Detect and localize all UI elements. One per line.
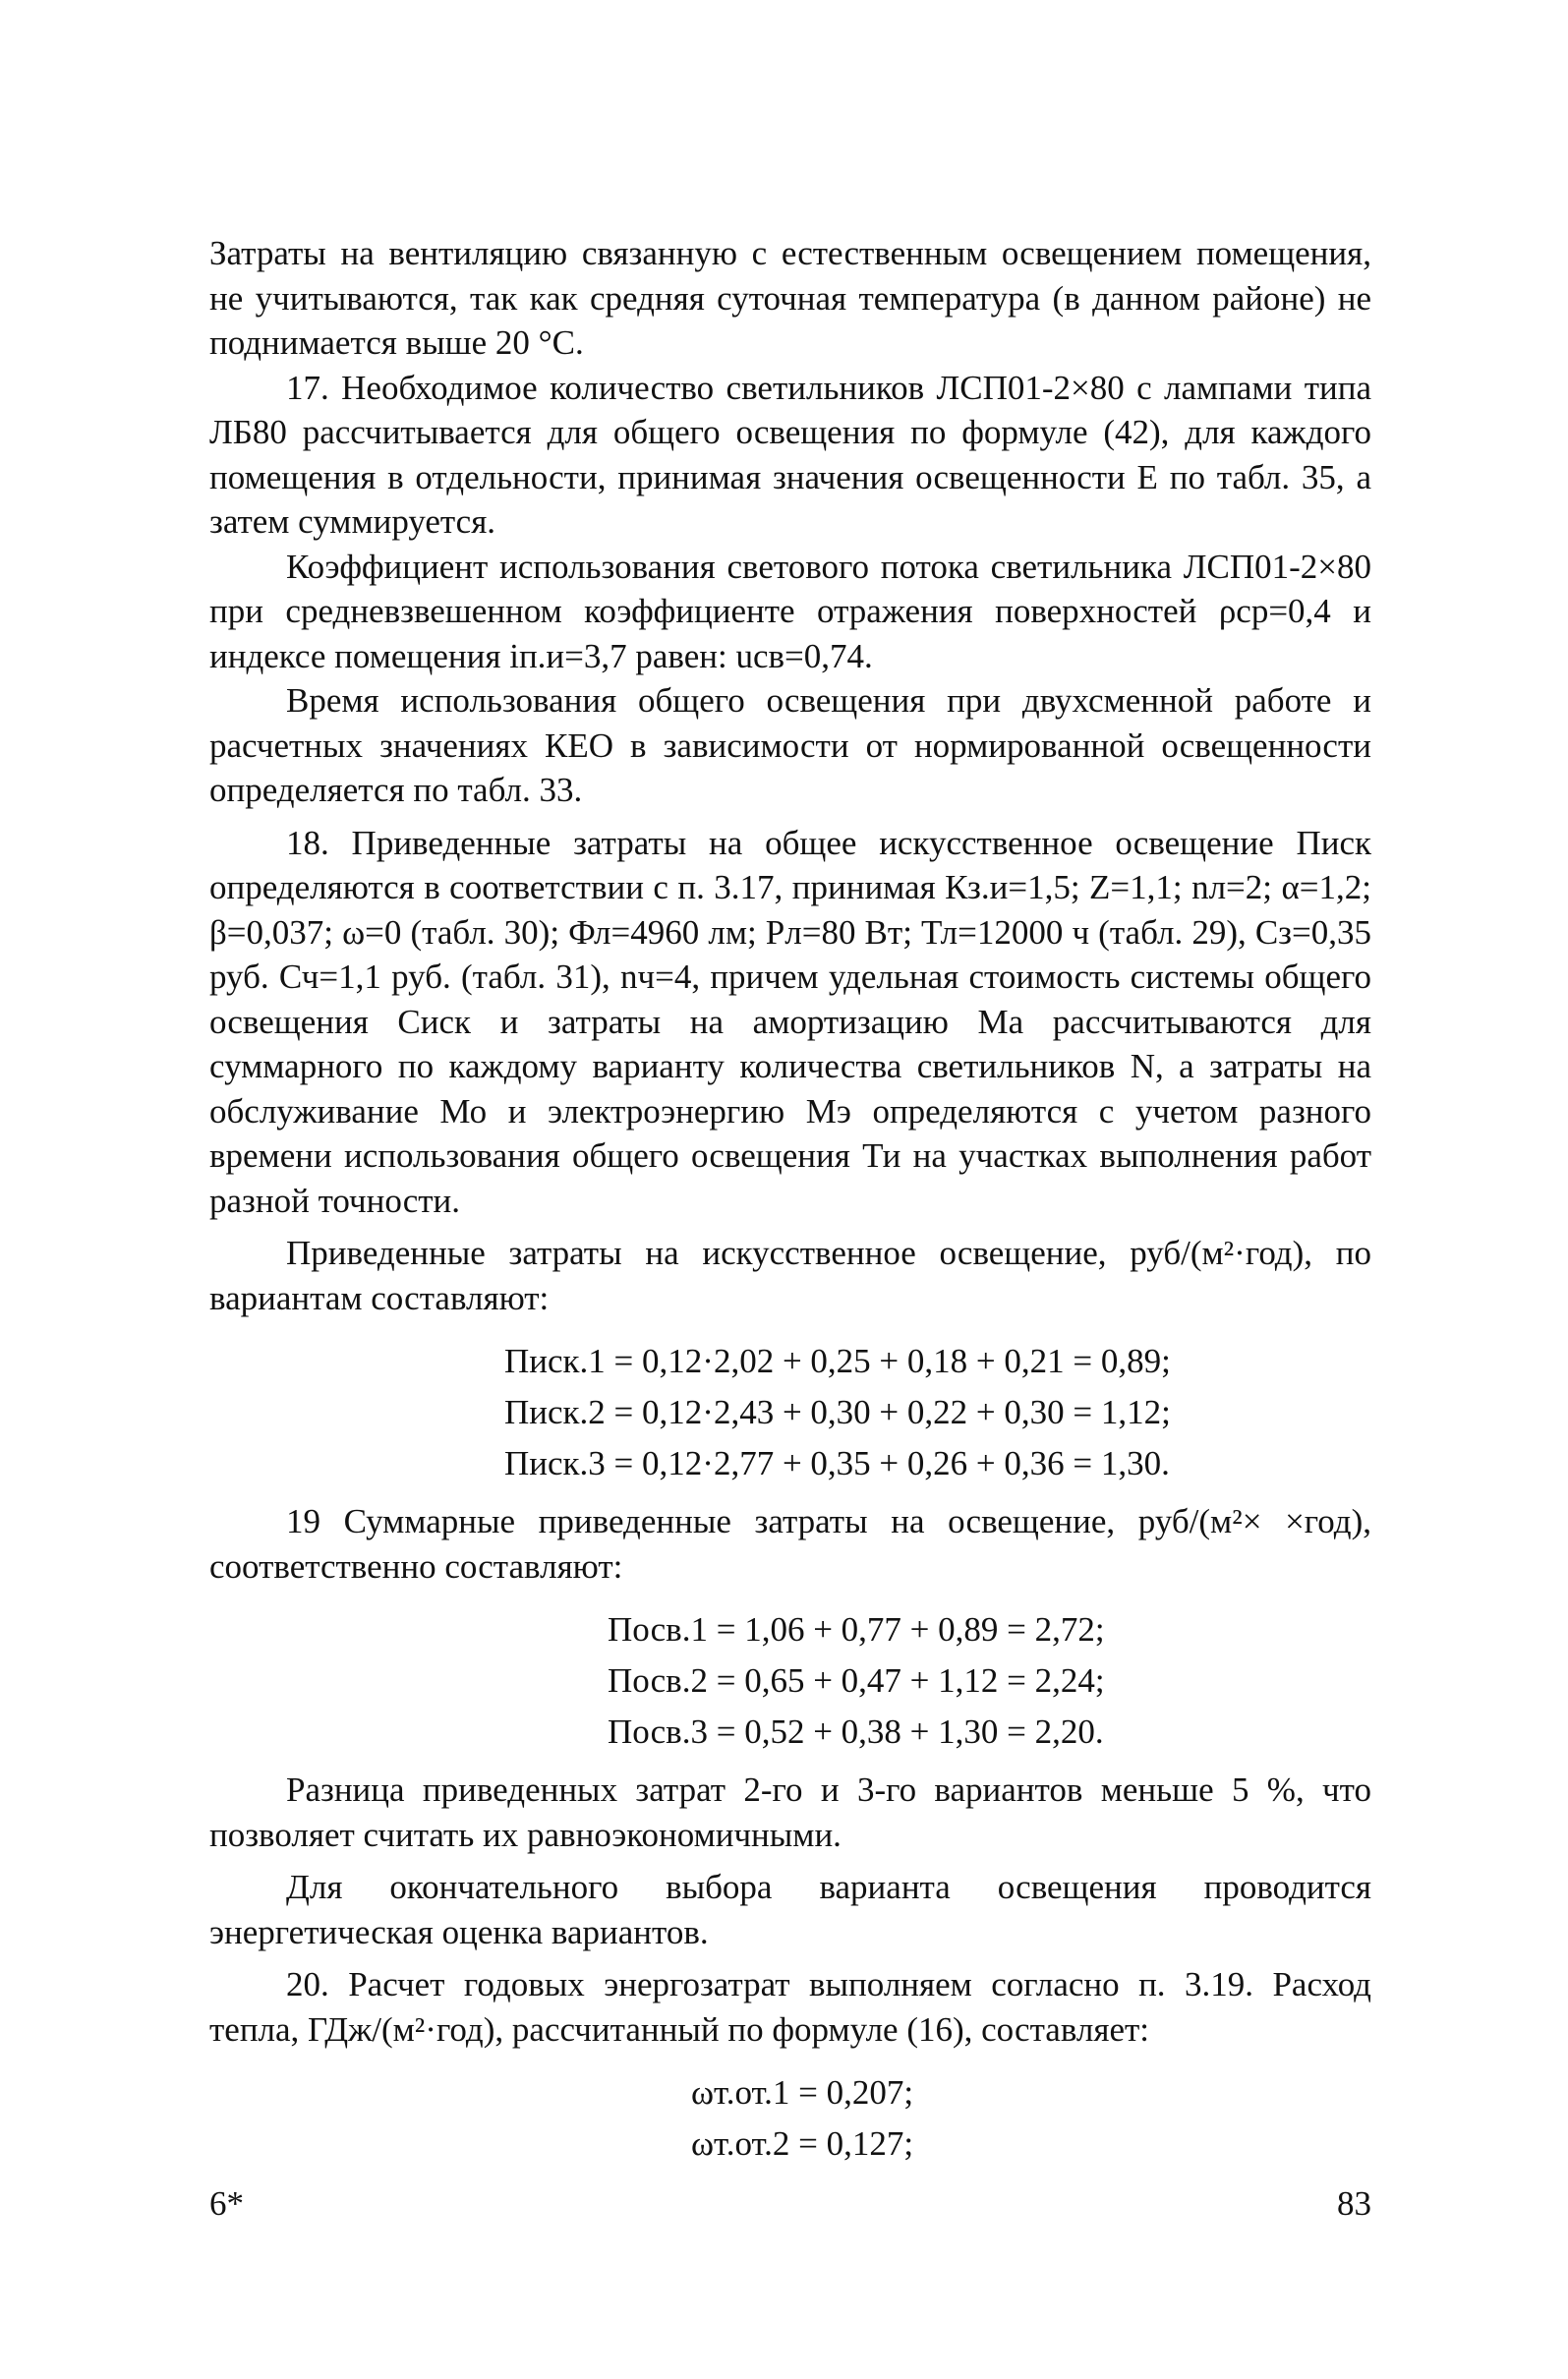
formula-isk-3: Писк.3 = 0,12·2,77 + 0,35 + 0,26 + 0,36 = 1,30. (504, 1444, 1170, 1482)
paragraph-difference: Разница приведенных затрат 2-го и 3-го вариантов меньше 5 %, что позволяет считать их равноэкономичными. (209, 1770, 1371, 1854)
paragraph-final-choice: Для окончательного выбора варианта освещения проводится энергетическая оценка вариантов. (209, 1868, 1371, 1951)
formula-omega-1: ωт.от.1 = 0,207; (691, 2073, 914, 2112)
paragraph-17: 17. Необходимое количество светильников ЛСП01-2×80 с лампами типа ЛБ80 рассчитывается для общего освещения по формуле (42), для каждого помещения в отдельности, принимая значения освещенности Е по табл. 35, а затем суммируется. (209, 368, 1371, 541)
page-footer (209, 2184, 1371, 2224)
formula-osv-2: Посв.2 = 0,65 + 0,47 + 1,12 = 2,24; (608, 1661, 1105, 1700)
paragraph-18: 18. Приведенные затраты на общее искусственное освещение Писк определяются в соответствии с п. 3.17, принимая Кз.и=1,5; Z=1,1; nл=2; α=1,2; β=0,037; ω=0 (табл. 30); Фл=4960 лм; Рл=80 Вт; Тл=12000 ч (табл. 29), Сз=0,35 руб. Сч=1,1 руб. (табл. 31), nч=4, причем удельная стоимость системы общего освещения Сиск и затраты на амортизацию Ма рассчитываются для суммарного по каждому варианту количества светильников N, а затраты на обслуживание Мо и электроэнергию Мэ определяются с учетом разного времени использования общего освещения Ти на участках выполнения работ разной точности. (209, 823, 1371, 1220)
paragraph-costs-intro: Приведенные затраты на искусственное освещение, руб/(м²·год), по вариантам составляют: (209, 1234, 1371, 1317)
formula-omega-2: ωт.от.2 = 0,127; (691, 2124, 914, 2163)
formula-block-isk (209, 1336, 1371, 1489)
paragraph-20: 20. Расчет годовых энергозатрат выполняем согласно п. 3.19. Расход тепла, ГДж/(м²·год), рассчитанный по формуле (16), составляет: (209, 1965, 1371, 2049)
signature-mark: 6* (209, 2184, 244, 2223)
formula-isk-2: Писк.2 = 0,12·2,43 + 0,30 + 0,22 + 0,30 = 1,12; (504, 1393, 1171, 1431)
formula-block-osv (209, 1604, 1371, 1758)
paragraph-ventilation: Затраты на вентиляцию связанную с естественным освещением помещения, не учитываются, так как средняя суточная температура (в данном районе) не поднимается выше 20 °С. (209, 234, 1371, 362)
page-body (209, 231, 1371, 2179)
page-number: 83 (1337, 2184, 1371, 2223)
formula-osv-1: Посв.1 = 1,06 + 0,77 + 0,89 = 2,72; (608, 1610, 1105, 1649)
formula-isk-1: Писк.1 = 0,12·2,02 + 0,25 + 0,18 + 0,21 = 0,89; (504, 1342, 1171, 1380)
paragraph-19: 19 Суммарные приведенные затраты на освещение, руб/(м²× ×год), соответственно составляют: (209, 1502, 1371, 1586)
formula-block-omega (209, 2067, 1371, 2170)
paragraph-usage-time: Время использования общего освещения при двухсменной работе и расчетных значениях КЕО в зависимости от нормированной освещенности определяется по табл. 33. (209, 681, 1371, 809)
formula-osv-3: Посв.3 = 0,52 + 0,38 + 1,30 = 2,20. (608, 1712, 1104, 1751)
paragraph-coefficient: Коэффициент использования светового потока светильника ЛСП01-2×80 при средневзвешенном коэффициенте отражения поверхностей ρср=0,4 и индексе помещения iп.и=3,7 равен: uсв=0,74. (209, 547, 1371, 675)
